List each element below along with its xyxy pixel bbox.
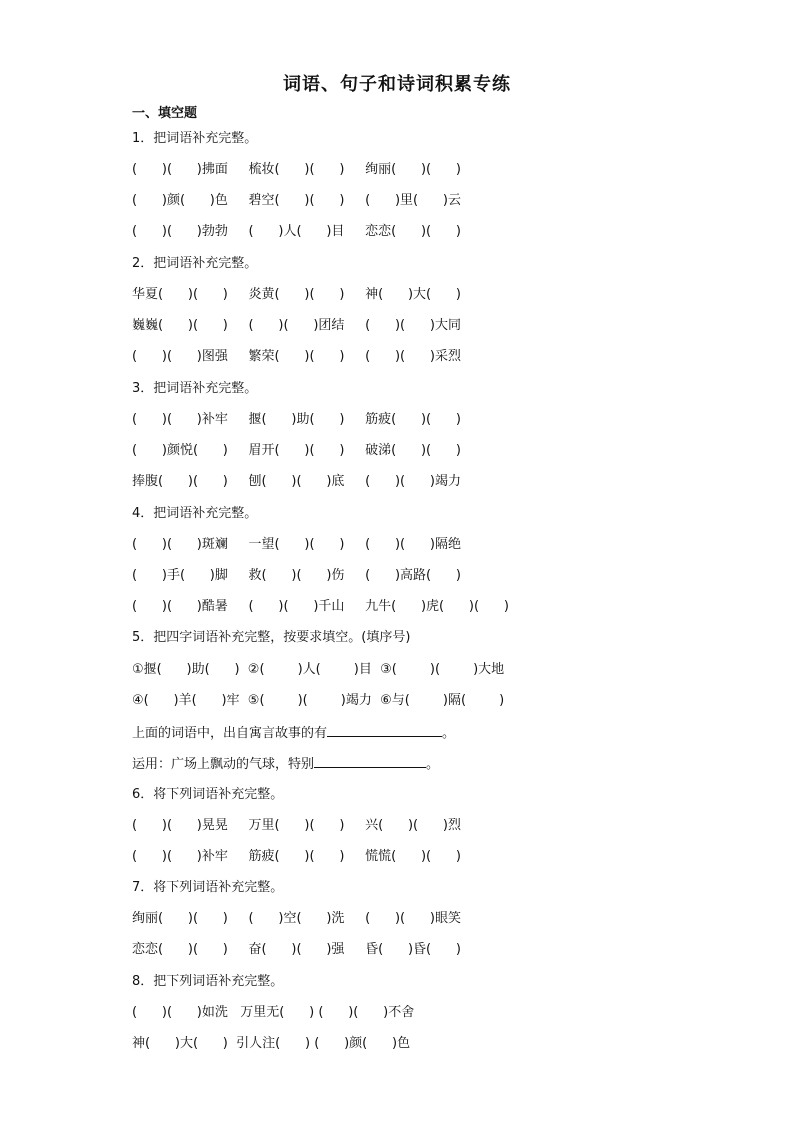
page-title: 词语、句子和诗词积累专练 bbox=[283, 74, 511, 95]
q2-row-3: ( )( )图强 繁荣( )( ) ( )( )采烈 bbox=[132, 349, 461, 364]
q8-row-2: 神( )大( ) 引人注( ) ( )颜( )色 bbox=[132, 1036, 411, 1051]
q8-instruction: 8．把下列词语补充完整。 bbox=[132, 974, 284, 989]
q7-row-1: 绚丽( )( ) ( )空( )洗 ( )( )眼笑 bbox=[132, 911, 461, 926]
q2-row-2: 巍巍( )( ) ( )( )团结 ( )( )大同 bbox=[132, 318, 461, 333]
q1-row-1: ( )( )拂面 梳妆( )( ) 绚丽( )( ) bbox=[132, 162, 461, 177]
q7-instruction: 7．将下列词语补充完整。 bbox=[132, 880, 284, 895]
q3-row-1: ( )( )补牢 揠( )助( ) 筋疲( )( ) bbox=[132, 412, 461, 427]
q5-row-1: ①揠( )助( ) ②( )人( )目 ③( )( )大地 bbox=[132, 662, 505, 677]
answer-blank[interactable] bbox=[327, 724, 442, 737]
q2-row-1: 华夏( )( ) 炎黄( )( ) 神( )大( ) bbox=[132, 287, 461, 302]
q4-row-1: ( )( )斑斓 一望( )( ) ( )( )隔绝 bbox=[132, 537, 461, 552]
q4-instruction: 4．把词语补充完整。 bbox=[132, 506, 258, 521]
q5-fill-1 bbox=[132, 724, 455, 742]
q2-instruction: 2．把词语补充完整。 bbox=[132, 256, 258, 271]
q5-fill-2-text: 运用：广场上飘动的气球，特别 bbox=[132, 757, 315, 772]
q3-instruction: 3．把词语补充完整。 bbox=[132, 381, 258, 396]
q8-row-1: ( )( )如洗 万里无( ) ( )( )不舍 bbox=[132, 1005, 415, 1020]
q6-instruction: 6．将下列词语补充完整。 bbox=[132, 787, 284, 802]
q5-fill-1-end: 。 bbox=[442, 726, 456, 741]
answer-blank[interactable] bbox=[314, 755, 426, 768]
q1-instruction: 1．把词语补充完整。 bbox=[132, 131, 258, 146]
q5-fill-1-text: 上面的词语中，出自寓言故事的有 bbox=[132, 726, 328, 741]
q4-row-2: ( )手( )脚 救( )( )伤 ( )高路( ) bbox=[132, 568, 461, 583]
q3-row-3: 捧腹( )( ) 刨( )( )底 ( )( )竭力 bbox=[132, 474, 461, 489]
q5-row-2: ④( )羊( )牢 ⑤( )( )竭力 ⑥与( )隔( ) bbox=[132, 693, 505, 708]
q6-row-2: ( )( )补牢 筋疲( )( ) 慌慌( )( ) bbox=[132, 849, 461, 864]
q5-fill-2-end: 。 bbox=[426, 757, 440, 772]
q6-row-1: ( )( )晃晃 万里( )( ) 兴( )( )烈 bbox=[132, 818, 461, 833]
q3-row-2: ( )颜悦( ) 眉开( )( ) 破涕( )( ) bbox=[132, 443, 461, 458]
q1-row-3: ( )( )勃勃 ( )人( )目 恋恋( )( ) bbox=[132, 224, 461, 239]
q1-row-2: ( )颜( )色 碧空( )( ) ( )里( )云 bbox=[132, 193, 461, 208]
q4-row-3: ( )( )酷暑 ( )( )千山 九牛( )虎( )( ) bbox=[132, 599, 509, 614]
q5-fill-2 bbox=[132, 755, 439, 773]
q5-instruction: 5．把四字词语补充完整，按要求填空。(填序号) bbox=[132, 630, 411, 645]
q7-row-2: 恋恋( )( ) 奋( )( )强 昏( )昏( ) bbox=[132, 942, 461, 957]
section-heading: 一、填空题 bbox=[132, 106, 198, 121]
